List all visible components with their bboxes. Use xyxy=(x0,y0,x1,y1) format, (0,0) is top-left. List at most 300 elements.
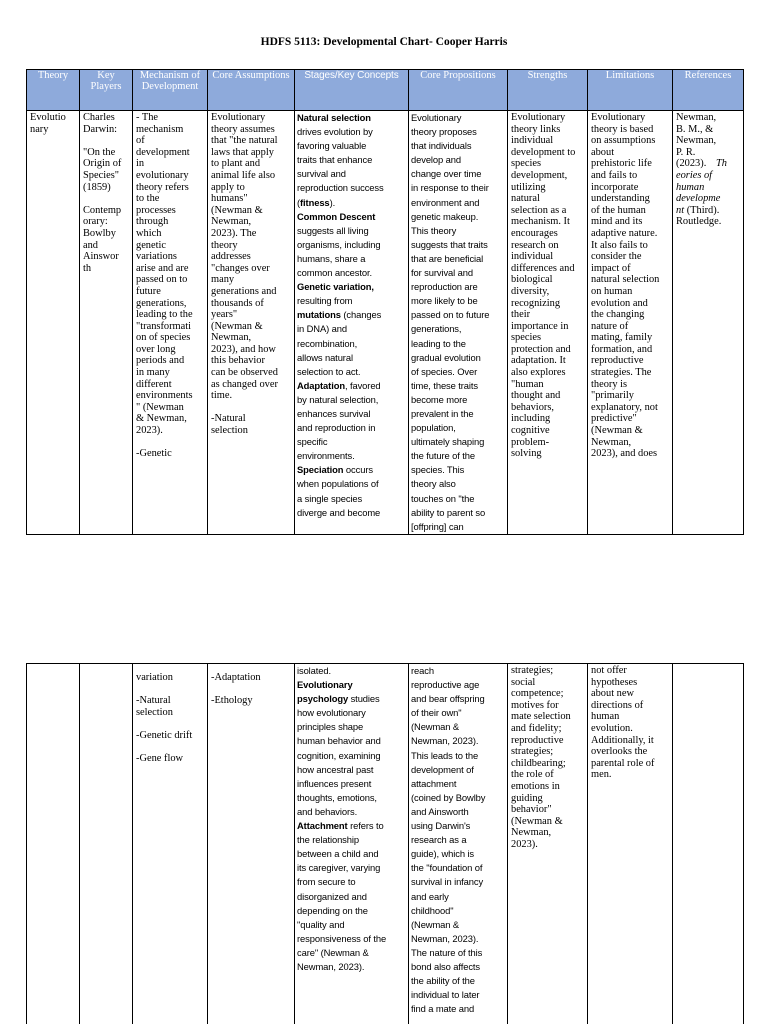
text-line: theory refers xyxy=(136,181,189,193)
text-line: their xyxy=(511,309,531,321)
text-line: genetic makeup. xyxy=(411,210,479,222)
text-line: research as a xyxy=(411,834,467,846)
text-line: Evolutio xyxy=(30,112,66,123)
text-line: (Newman & xyxy=(411,918,460,930)
text-line: care" (Newman & xyxy=(297,946,369,958)
header-theory: Theory xyxy=(27,70,80,111)
text-line: time. xyxy=(211,390,233,402)
text-line: Newman, xyxy=(676,135,717,147)
header-limitations: Limitations xyxy=(588,70,673,111)
text-line: apply to xyxy=(211,181,245,193)
text-line: from secure to xyxy=(297,876,356,888)
text-line: variations xyxy=(136,251,177,263)
text-line: thousands of xyxy=(211,297,264,309)
text-line: (coined by Bowlby xyxy=(411,791,486,803)
text-line: and Ainsworth xyxy=(411,805,469,817)
text-line: organisms, including xyxy=(297,238,381,250)
text-line: explanatory, not xyxy=(591,401,658,413)
text-line: natural selection xyxy=(591,274,660,286)
text-line: between a child and xyxy=(297,848,379,860)
text-line: diversity, xyxy=(511,285,550,297)
text-line: which xyxy=(136,227,162,239)
text-line: theory links xyxy=(511,123,561,135)
text-line: Evolutionary xyxy=(511,112,566,123)
text-line: mate selection xyxy=(511,711,571,723)
text-line: influences present xyxy=(297,777,372,789)
text-line: differences and xyxy=(511,262,575,274)
text-line: strategies. The xyxy=(591,367,652,379)
text-line: "quality and xyxy=(297,918,345,930)
text-line: Evolutionary xyxy=(591,112,646,123)
text-line: Species" xyxy=(83,169,119,181)
text-line: development xyxy=(136,146,190,158)
text-line: leading to the xyxy=(136,309,193,321)
text-line: genetic xyxy=(136,239,166,251)
text-line: B. M., & xyxy=(676,123,714,135)
text-line: responsiveness of the xyxy=(297,932,387,944)
text-line: theory proposes xyxy=(411,126,477,138)
text-line: - The xyxy=(136,112,159,123)
text-line: animal life also xyxy=(211,169,276,181)
text-line: social xyxy=(511,676,536,688)
text-line: not offer xyxy=(591,665,627,676)
text-line: and reproduction in xyxy=(297,422,376,434)
text-line: guide), which is xyxy=(411,848,475,860)
header-core-propositions: Core Propositions xyxy=(409,70,508,111)
text-line: adaptation. It xyxy=(511,355,566,367)
text-line: in response to their xyxy=(411,182,489,194)
text-line: [offpring] can xyxy=(411,520,464,532)
text-line: develop and xyxy=(411,154,461,166)
reference-title-start: Th xyxy=(716,158,727,170)
text-line: Newman, xyxy=(676,112,717,123)
text-line: depending on the xyxy=(297,904,368,916)
text-line: the "foundation of xyxy=(411,862,483,874)
text-line: the future of the xyxy=(411,450,475,462)
mechanism-cell-continued: variation -Natural selection -Genetic drift -Gene flow xyxy=(133,664,208,1024)
text-line: that are beneficial xyxy=(411,252,484,264)
text-line: individual to later xyxy=(411,989,480,1001)
text-line: thoughts, emotions, xyxy=(297,791,377,803)
text-line: recombination, xyxy=(297,337,358,349)
text-line: processes xyxy=(136,204,176,216)
text-line: reproductive xyxy=(591,355,644,367)
text-line: survival and xyxy=(297,168,346,180)
text-line: importance in xyxy=(511,320,569,332)
text-line: attachment xyxy=(411,777,457,789)
term-genetic-variation: Genetic variation, xyxy=(297,281,374,293)
core-assumptions-cell-continued: -Adaptation -Ethology xyxy=(208,664,295,1024)
text-line: become more xyxy=(411,393,468,405)
text-line: resulting from xyxy=(297,295,353,307)
text-line: in many xyxy=(136,367,170,379)
text-line: leading to the xyxy=(411,337,466,349)
text-line: environment and xyxy=(411,196,480,208)
text-line: to the xyxy=(136,193,160,205)
text-line: Contemp xyxy=(83,204,122,216)
text-line: Ainswor xyxy=(83,251,119,263)
text-line: this behavior xyxy=(211,355,265,367)
text-line: -Natural xyxy=(211,413,246,425)
text-line: and fidelity; xyxy=(511,722,562,734)
text-line: periods and xyxy=(136,355,185,367)
text-line: reproduction are xyxy=(411,281,478,293)
references-cell: Newman, B. M., & Newman, P. R. (2023). Th eories of human developme nt (Third). Routledge. xyxy=(673,111,744,535)
text-line: "On the xyxy=(83,146,116,158)
text-line: It also fails to xyxy=(591,239,648,251)
text-line: mating, family xyxy=(591,332,653,344)
text-line: on assumptions xyxy=(591,135,656,147)
core-propositions-cell-continued xyxy=(409,664,508,1024)
text-line: behavior" xyxy=(511,804,552,816)
text-line: reach xyxy=(411,665,434,676)
text-line: diverge and become xyxy=(297,506,381,518)
text-line: the role of xyxy=(511,769,554,781)
stages-cell: Natural selection drives evolution by favoring valuable traits that enhance survival and reproduction success (fitness). Common Descent suggests all living organisms, including humans, share a common ancestor. Genetic variation, resulting from mutations (changes in DNA) and recombination, allows natural selection to act. Adaptation, favored by natural selection, enhances survival and reproduction in specific environments. Speciation occurs when populations of a single species diverge and become xyxy=(295,111,409,535)
text-line: through xyxy=(136,216,169,228)
text-line: how evolutionary xyxy=(297,707,366,719)
text-line: Evolutionary xyxy=(211,112,266,123)
text-line: "primarily xyxy=(591,390,634,402)
text-line: (Newman & xyxy=(211,204,263,216)
text-line: bond also affects xyxy=(411,960,481,972)
text-line: about new xyxy=(591,688,634,700)
text-line: arise and are xyxy=(136,262,189,274)
text-line: 2023). xyxy=(511,838,538,850)
text-line: reproductive xyxy=(511,734,564,746)
text-line: evolutionary xyxy=(136,169,189,181)
text-line: developme xyxy=(676,193,721,205)
text-line: on human xyxy=(591,285,633,297)
text-line: to plant and xyxy=(211,158,261,170)
text-line: incorporate xyxy=(591,181,639,193)
text-line: in xyxy=(136,158,145,170)
text-line: parental role of xyxy=(591,757,655,769)
text-line: mind and its xyxy=(591,216,643,228)
text-line: 2023), and how xyxy=(211,343,276,355)
developmental-chart-page-2 xyxy=(26,663,744,1024)
text-line: the changing xyxy=(591,309,645,321)
text-line: natural xyxy=(511,193,540,205)
text-line: mechanism. It xyxy=(511,216,570,228)
text-line: theory is xyxy=(591,378,628,390)
text-line: "human xyxy=(511,378,544,390)
text-line: humans, share a xyxy=(297,252,366,264)
text-line: emotions in xyxy=(511,780,560,792)
reference-title-end: nt xyxy=(676,204,685,216)
text-line: species. This xyxy=(411,464,465,476)
key-players-cell-continued xyxy=(80,664,133,1024)
text-line: generations and xyxy=(211,285,277,297)
text-line: Newman, 2023). xyxy=(297,960,365,972)
text-line: utilizing xyxy=(511,181,546,193)
reference-publisher: Routledge. xyxy=(676,216,722,228)
header-mechanism: Mechanism of Development xyxy=(133,70,208,111)
text-line: 2023). The xyxy=(211,227,257,239)
text-line: predictive" xyxy=(591,413,637,425)
text-line: consider the xyxy=(591,251,642,263)
text-line: environments xyxy=(136,390,193,402)
text-line: Newman, xyxy=(211,332,252,344)
header-strengths: Strengths xyxy=(508,70,588,111)
text-line: survival in infancy xyxy=(411,876,484,888)
text-line: Newman, xyxy=(211,216,252,228)
text-line: theory also xyxy=(411,478,456,490)
text-line: understanding xyxy=(591,193,650,205)
text-line: P. R. xyxy=(676,146,696,158)
header-core-assumptions: Core Assumptions xyxy=(208,70,295,111)
text-line: common ancestor. xyxy=(297,267,372,279)
text-line: selection as a xyxy=(511,204,567,216)
text-line: and behaviors. xyxy=(297,805,358,817)
text-line: solving xyxy=(511,448,542,460)
text-line: how ancestral past xyxy=(297,763,374,775)
references-cell-continued xyxy=(673,664,744,1024)
core-assumptions-cell xyxy=(208,111,295,535)
text-line: "changes over xyxy=(211,262,270,274)
text-line: strategies; xyxy=(511,665,554,676)
text-line: years" xyxy=(211,309,238,321)
text-line: development to xyxy=(511,146,576,158)
text-line: impact of xyxy=(591,262,631,274)
text-line: research on xyxy=(511,239,559,251)
text-line: cognitive xyxy=(511,425,550,437)
text-line: human xyxy=(676,181,705,193)
text-line: guiding xyxy=(511,792,543,804)
text-line: when populations of xyxy=(297,478,379,490)
text-line: theory xyxy=(211,239,238,251)
term-speciation: Speciation xyxy=(297,464,344,476)
key-players-cell xyxy=(80,111,133,535)
text-line: ability to parent so xyxy=(411,506,486,518)
text-line: This leads to the xyxy=(411,749,479,761)
text-line: (Newman & xyxy=(591,425,643,437)
text-line: environments. xyxy=(297,450,355,462)
text-line: (Newman & xyxy=(511,815,563,827)
text-line: individual xyxy=(511,135,554,147)
text-line: suggests that traits xyxy=(411,238,488,250)
text-line: passed on to xyxy=(136,274,188,286)
text-line: of the human xyxy=(591,204,646,216)
text-line: selection to act. xyxy=(297,365,361,377)
text-line: of their own" xyxy=(411,707,462,719)
text-line: by natural selection, xyxy=(297,393,379,405)
text-line: different xyxy=(136,378,172,390)
stages-cell-continued: isolated. Evolutionary psychology studies how evolutionary principles shape human behavior and cognition, examining how ancestral past influences present thoughts, emotions, and behaviors. Attachment refers to the relationship between a child and its caregiver, varying from secure to disorganized and depending on the "quality and responsiveness of the care" (Newman & Newman, 2023). xyxy=(295,664,409,1024)
text-line: directions of xyxy=(591,699,644,711)
text-line: that "the natural xyxy=(211,135,278,147)
text-line: This theory xyxy=(411,224,457,236)
text-line: using Darwin's xyxy=(411,820,471,832)
text-line: development of xyxy=(411,763,474,775)
text-line: behaviors, xyxy=(511,401,554,413)
text-line: " (Newman xyxy=(136,401,184,413)
text-line: Charles xyxy=(83,112,115,123)
table-row xyxy=(27,111,744,535)
text-line: a single species xyxy=(297,492,363,504)
text-line: mechanism xyxy=(136,123,184,135)
text-line: in DNA) and xyxy=(297,323,347,335)
text-line: Origin of xyxy=(83,158,122,170)
text-line: find a mate and xyxy=(411,1003,475,1015)
text-line: hypotheses xyxy=(591,676,638,688)
text-line: prevalent in the xyxy=(411,407,474,419)
text-line: disorganized and xyxy=(297,890,367,902)
text-line: cognition, examining xyxy=(297,749,381,761)
text-line: including xyxy=(511,413,551,425)
text-line: also explores xyxy=(511,367,566,379)
text-line: Newman, xyxy=(591,436,632,448)
text-line: nature of xyxy=(591,320,629,332)
text-line: (1859) xyxy=(83,181,111,193)
text-line: adaptive nature. xyxy=(591,227,658,239)
text-line: th xyxy=(83,262,92,274)
text-line: Additionally, it xyxy=(591,734,654,746)
text-line: many xyxy=(211,274,235,286)
text-line: problem- xyxy=(511,436,550,448)
text-line: generations, xyxy=(411,323,462,335)
text-line: suggests all living xyxy=(297,224,369,236)
text-line: selection xyxy=(211,425,248,437)
mechanism-cell xyxy=(133,111,208,535)
text-line: reproduction success xyxy=(297,182,384,194)
text-line: competence; xyxy=(511,688,564,700)
text-line: men. xyxy=(591,769,612,781)
text-line: over long xyxy=(136,343,176,355)
text-line: nary xyxy=(30,123,49,135)
text-line: that individuals xyxy=(411,140,472,152)
core-propositions-cell xyxy=(409,111,508,535)
term-mutations: mutations xyxy=(297,309,341,321)
text-line: enhances survival xyxy=(297,407,371,419)
term-attachment: Attachment xyxy=(297,820,348,832)
text-line: humans" xyxy=(211,193,248,205)
text-line: passed on to future xyxy=(411,309,490,321)
text-line: evolution. xyxy=(591,722,633,734)
theory-cell xyxy=(27,111,80,535)
text-line: traits that enhance xyxy=(297,154,373,166)
term-natural-selection: Natural selection xyxy=(297,112,371,123)
text-line: childbearing; xyxy=(511,757,566,769)
table-row xyxy=(27,664,744,1024)
text-line: reproductive age xyxy=(411,679,480,691)
text-line: its caregiver, varying xyxy=(297,862,381,874)
text-line: orary: xyxy=(83,216,108,228)
text-line: theory is based xyxy=(591,123,654,135)
term-evolutionary-psychology: Evolutionary xyxy=(297,679,353,691)
text-line: individual xyxy=(511,251,554,263)
text-line: formation, and xyxy=(591,343,653,355)
text-line: overlooks the xyxy=(591,746,648,758)
text-line: on of species xyxy=(136,332,191,344)
text-line: population, xyxy=(411,422,456,434)
text-line: strategies; xyxy=(511,746,554,758)
text-line: (2023). xyxy=(676,158,707,170)
text-line: Newman, 2023). xyxy=(411,932,479,944)
text-line: & Newman, xyxy=(136,413,187,425)
text-line: 2023), and does xyxy=(591,448,658,460)
text-line: the relationship xyxy=(297,834,359,846)
header-references: References xyxy=(673,70,744,111)
text-line: generations, xyxy=(136,297,187,309)
text-line: eories of xyxy=(676,169,713,181)
text-line: addresses xyxy=(211,251,251,263)
text-line: ultimately shaping xyxy=(411,436,485,448)
text-line: Bowlby xyxy=(83,227,116,239)
text-line: time, these traits xyxy=(411,379,478,391)
text-line: (Newman & xyxy=(411,721,460,733)
term-common-descent: Common Descent xyxy=(297,210,376,222)
text-line: and early xyxy=(411,890,449,902)
text-line: biological xyxy=(511,274,553,286)
text-line: 2023). xyxy=(136,425,163,437)
text-line: gradual evolution xyxy=(411,351,481,363)
text-line: The nature of this xyxy=(411,946,483,958)
limitations-cell-continued xyxy=(588,664,673,1024)
text-line: -Genetic xyxy=(136,448,172,460)
text-line: development, xyxy=(511,169,568,181)
limitations-cell xyxy=(588,111,673,535)
text-line: Darwin: xyxy=(83,123,118,135)
text-line: and bear offspring xyxy=(411,693,485,705)
text-line: specific xyxy=(297,436,328,448)
text-line: more likely to be xyxy=(411,295,478,307)
text-line: allows natural xyxy=(297,351,353,363)
theory-cell-continued xyxy=(27,664,80,1024)
text-line: thought and xyxy=(511,390,561,402)
text-line: "transformati xyxy=(136,320,192,332)
text-line: drives evolution by xyxy=(297,126,373,138)
text-line: protection and xyxy=(511,343,571,355)
text-line: evolution and xyxy=(591,297,648,309)
text-line: species xyxy=(511,158,542,170)
strengths-cell xyxy=(508,111,588,535)
header-key-players: Key Players xyxy=(80,70,133,111)
header-row xyxy=(27,70,744,111)
text-line: principles shape xyxy=(297,721,364,733)
text-line: of xyxy=(136,135,145,147)
text-line: motives for xyxy=(511,699,559,711)
text-line: human behavior and xyxy=(297,735,381,747)
text-line: theory assumes xyxy=(211,123,275,135)
text-line: and fails to xyxy=(591,169,638,181)
text-line: Newman, 2023). xyxy=(411,735,479,747)
text-line: encourages xyxy=(511,227,558,239)
text-line: Evolutionary xyxy=(411,112,462,123)
text-line: the ability of the xyxy=(411,975,475,987)
text-line: favoring valuable xyxy=(297,140,367,152)
text-line: laws that apply xyxy=(211,146,274,158)
text-line: and xyxy=(83,239,99,251)
text-line: prehistoric life xyxy=(591,158,652,170)
text-line: touches on "the xyxy=(411,492,475,504)
text-line: change over time xyxy=(411,168,482,180)
text-line: of species. Over xyxy=(411,365,478,377)
header-stages: Stages/Key Concepts xyxy=(295,70,409,111)
text-line: future xyxy=(136,285,161,297)
developmental-chart-page-1 xyxy=(26,69,744,535)
text-line: as changed over xyxy=(211,378,278,390)
text-line: for survival and xyxy=(411,267,473,279)
text-line: about xyxy=(591,146,615,158)
text-line: Newman, xyxy=(511,827,552,839)
text-line: recognizing xyxy=(511,297,561,309)
text-line: species xyxy=(511,332,542,344)
document-title: HDFS 5113: Developmental Chart- Cooper Harris xyxy=(260,36,508,48)
strengths-cell-continued xyxy=(508,664,588,1024)
text-line: can be observed xyxy=(211,367,278,379)
text-line: human xyxy=(591,711,620,723)
